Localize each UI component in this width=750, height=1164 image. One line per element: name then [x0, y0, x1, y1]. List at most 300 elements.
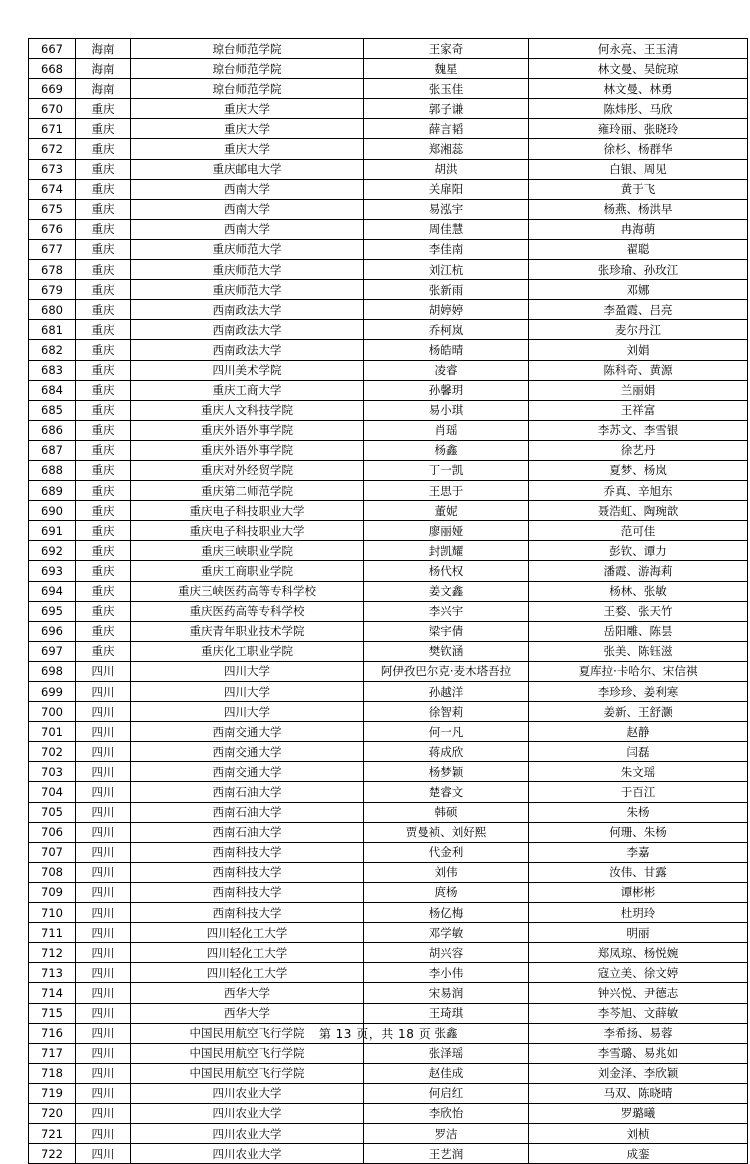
cell-student-name: 张新雨	[364, 280, 529, 300]
cell-advisors: 李嘉	[529, 842, 748, 862]
cell-province: 重庆	[76, 621, 131, 641]
cell-serial-number: 710	[29, 903, 76, 923]
cell-serial-number: 704	[29, 782, 76, 802]
table-row	[29, 300, 748, 320]
table-row	[29, 762, 748, 782]
cell-advisors: 陈炜彤、马欣	[529, 99, 748, 119]
cell-school: 四川大学	[131, 682, 364, 702]
table-row	[29, 1103, 748, 1123]
cell-school: 重庆外语外事学院	[131, 420, 364, 440]
cell-province: 四川	[76, 882, 131, 902]
cell-province: 四川	[76, 983, 131, 1003]
table-row	[29, 460, 748, 480]
cell-advisors: 何珊、朱杨	[529, 822, 748, 842]
cell-school: 西华大学	[131, 983, 364, 1003]
cell-student-name: 何一凡	[364, 722, 529, 742]
cell-province: 重庆	[76, 179, 131, 199]
table-row	[29, 119, 748, 139]
cell-serial-number: 691	[29, 521, 76, 541]
cell-student-name: 韩硕	[364, 802, 529, 822]
cell-serial-number: 699	[29, 682, 76, 702]
cell-serial-number: 687	[29, 440, 76, 460]
cell-school: 重庆外语外事学院	[131, 440, 364, 460]
cell-serial-number: 720	[29, 1103, 76, 1123]
cell-school: 重庆青年职业技术学院	[131, 621, 364, 641]
cell-school: 重庆医药高等专科学校	[131, 601, 364, 621]
cell-school: 琼台师范学院	[131, 79, 364, 99]
cell-serial-number: 673	[29, 159, 76, 179]
table-row	[29, 802, 748, 822]
table-row	[29, 742, 748, 762]
cell-province: 四川	[76, 802, 131, 822]
cell-province: 重庆	[76, 320, 131, 340]
cell-province: 四川	[76, 782, 131, 802]
table-row	[29, 963, 748, 983]
cell-advisors: 麦尔丹江	[529, 320, 748, 340]
cell-serial-number: 686	[29, 420, 76, 440]
cell-student-name: 李兴宇	[364, 601, 529, 621]
table-row	[29, 782, 748, 802]
cell-school: 西南科技大学	[131, 903, 364, 923]
cell-student-name: 刘伟	[364, 862, 529, 882]
table-row	[29, 882, 748, 902]
cell-serial-number: 668	[29, 59, 76, 79]
cell-student-name: 蒋成欣	[364, 742, 529, 762]
table-row	[29, 862, 748, 882]
cell-serial-number: 714	[29, 983, 76, 1003]
cell-school: 西南石油大学	[131, 782, 364, 802]
cell-province: 重庆	[76, 139, 131, 159]
cell-serial-number: 667	[29, 39, 76, 59]
table-row	[29, 822, 748, 842]
cell-serial-number: 717	[29, 1043, 76, 1063]
cell-province: 四川	[76, 762, 131, 782]
cell-student-name: 李小伟	[364, 963, 529, 983]
cell-advisors: 徐杉、杨群华	[529, 139, 748, 159]
cell-school: 西南科技大学	[131, 882, 364, 902]
table-row	[29, 59, 748, 79]
table-row	[29, 1144, 748, 1164]
cell-serial-number: 684	[29, 380, 76, 400]
cell-school: 四川大学	[131, 661, 364, 681]
cell-province: 四川	[76, 1023, 131, 1043]
cell-advisors: 翟聪	[529, 239, 748, 259]
cell-serial-number: 678	[29, 260, 76, 280]
cell-serial-number: 690	[29, 501, 76, 521]
cell-student-name: 王家奇	[364, 39, 529, 59]
table-row	[29, 501, 748, 521]
cell-advisors: 岳阳雕、陈昙	[529, 621, 748, 641]
cell-serial-number: 706	[29, 822, 76, 842]
cell-advisors: 李芩旭、文薛敏	[529, 1003, 748, 1023]
cell-province: 重庆	[76, 481, 131, 501]
cell-serial-number: 695	[29, 601, 76, 621]
cell-advisors: 钟兴悦、尹德志	[529, 983, 748, 1003]
page-footer	[0, 1025, 750, 1042]
cell-school: 重庆工商大学	[131, 380, 364, 400]
cell-school: 重庆第二师范学院	[131, 481, 364, 501]
cell-student-name: 代金利	[364, 842, 529, 862]
cell-advisors: 李苏文、李雪银	[529, 420, 748, 440]
cell-advisors: 李希扬、易蓉	[529, 1023, 748, 1043]
cell-province: 重庆	[76, 99, 131, 119]
table-row	[29, 400, 748, 420]
cell-serial-number: 683	[29, 360, 76, 380]
cell-student-name: 宋易润	[364, 983, 529, 1003]
cell-province: 四川	[76, 1043, 131, 1063]
table-row	[29, 1003, 748, 1023]
cell-province: 重庆	[76, 199, 131, 219]
cell-advisors: 聂浩虹、陶琬歆	[529, 501, 748, 521]
cell-serial-number: 707	[29, 842, 76, 862]
cell-province: 重庆	[76, 239, 131, 259]
cell-advisors: 郑凤琼、杨悦婉	[529, 943, 748, 963]
cell-province: 重庆	[76, 360, 131, 380]
cell-serial-number: 711	[29, 923, 76, 943]
cell-student-name: 杨代权	[364, 561, 529, 581]
cell-advisors: 夏梦、杨岚	[529, 460, 748, 480]
cell-advisors: 杨林、张敏	[529, 581, 748, 601]
table-row	[29, 280, 748, 300]
table-row	[29, 260, 748, 280]
cell-student-name: 胡洪	[364, 159, 529, 179]
cell-advisors: 李珍珍、姜利寒	[529, 682, 748, 702]
cell-serial-number: 702	[29, 742, 76, 762]
cell-serial-number: 712	[29, 943, 76, 963]
cell-province: 重庆	[76, 501, 131, 521]
cell-advisors: 邓娜	[529, 280, 748, 300]
cell-advisors: 李盈霞、吕亮	[529, 300, 748, 320]
cell-school: 西南政法大学	[131, 340, 364, 360]
table-row	[29, 39, 748, 59]
cell-advisors: 潘霞、游海莉	[529, 561, 748, 581]
cell-student-name: 罗洁	[364, 1124, 529, 1144]
cell-serial-number: 675	[29, 199, 76, 219]
cell-advisors: 罗璐曦	[529, 1103, 748, 1123]
cell-student-name: 封凯耀	[364, 541, 529, 561]
table-row	[29, 99, 748, 119]
cell-serial-number: 713	[29, 963, 76, 983]
cell-province: 重庆	[76, 581, 131, 601]
cell-serial-number: 696	[29, 621, 76, 641]
cell-student-name: 丁一凯	[364, 460, 529, 480]
cell-student-name: 刘江杭	[364, 260, 529, 280]
cell-school: 重庆师范大学	[131, 239, 364, 259]
table-row	[29, 340, 748, 360]
cell-student-name: 何启红	[364, 1083, 529, 1103]
cell-province: 重庆	[76, 420, 131, 440]
cell-province: 重庆	[76, 260, 131, 280]
cell-school: 西南交通大学	[131, 722, 364, 742]
cell-school: 四川农业大学	[131, 1103, 364, 1123]
cell-student-name: 庹杨	[364, 882, 529, 902]
table-row	[29, 722, 748, 742]
cell-student-name: 王思于	[364, 481, 529, 501]
cell-province: 四川	[76, 842, 131, 862]
cell-province: 重庆	[76, 219, 131, 239]
cell-student-name: 易小琪	[364, 400, 529, 420]
cell-advisors: 于百江	[529, 782, 748, 802]
cell-advisors: 张珍瑜、孙玫江	[529, 260, 748, 280]
cell-student-name: 张玉佳	[364, 79, 529, 99]
cell-school: 重庆三峡医药高等专科学校	[131, 581, 364, 601]
cell-province: 重庆	[76, 119, 131, 139]
cell-serial-number: 680	[29, 300, 76, 320]
cell-student-name: 张鑫	[364, 1023, 529, 1043]
cell-student-name: 梁宇倩	[364, 621, 529, 641]
cell-student-name: 杨梦颖	[364, 762, 529, 782]
cell-school: 西南石油大学	[131, 802, 364, 822]
cell-advisors: 明丽	[529, 923, 748, 943]
cell-student-name: 廖丽娅	[364, 521, 529, 541]
cell-province: 四川	[76, 722, 131, 742]
cell-province: 四川	[76, 923, 131, 943]
cell-school: 四川大学	[131, 702, 364, 722]
cell-school: 重庆师范大学	[131, 280, 364, 300]
cell-advisors: 李雪璐、易兆如	[529, 1043, 748, 1063]
table-row	[29, 621, 748, 641]
cell-student-name: 孙馨玥	[364, 380, 529, 400]
cell-school: 西南政法大学	[131, 320, 364, 340]
cell-province: 四川	[76, 702, 131, 722]
table-row	[29, 601, 748, 621]
cell-province: 重庆	[76, 440, 131, 460]
cell-school: 西南大学	[131, 219, 364, 239]
cell-serial-number: 697	[29, 641, 76, 661]
cell-province: 重庆	[76, 280, 131, 300]
cell-serial-number: 676	[29, 219, 76, 239]
cell-school: 中国民用航空飞行学院	[131, 1023, 364, 1043]
cell-school: 重庆电子科技职业大学	[131, 501, 364, 521]
table-row	[29, 179, 748, 199]
cell-student-name: 贾曼祯、刘好熙	[364, 822, 529, 842]
cell-advisors: 黄于飞	[529, 179, 748, 199]
table-row	[29, 239, 748, 259]
cell-advisors: 徐艺丹	[529, 440, 748, 460]
cell-student-name: 易泓宇	[364, 199, 529, 219]
roster-table	[28, 38, 748, 1164]
cell-serial-number: 671	[29, 119, 76, 139]
cell-province: 四川	[76, 1124, 131, 1144]
cell-province: 重庆	[76, 340, 131, 360]
table-row	[29, 79, 748, 99]
cell-advisors: 何永亮、王玉清	[529, 39, 748, 59]
cell-school: 四川美术学院	[131, 360, 364, 380]
cell-serial-number: 708	[29, 862, 76, 882]
cell-serial-number: 719	[29, 1083, 76, 1103]
cell-student-name: 楚睿文	[364, 782, 529, 802]
cell-serial-number: 698	[29, 661, 76, 681]
table-row	[29, 943, 748, 963]
cell-advisors: 兰丽娟	[529, 380, 748, 400]
table-row	[29, 903, 748, 923]
cell-province: 四川	[76, 661, 131, 681]
cell-serial-number: 718	[29, 1063, 76, 1083]
roster-table-body	[29, 39, 748, 1164]
cell-school: 西华大学	[131, 1003, 364, 1023]
cell-student-name: 张泽瑶	[364, 1043, 529, 1063]
cell-school: 四川轻化工大学	[131, 943, 364, 963]
cell-student-name: 乔柯岚	[364, 320, 529, 340]
cell-province: 重庆	[76, 541, 131, 561]
cell-student-name: 徐智莉	[364, 702, 529, 722]
cell-advisors: 雍玲丽、张晓玲	[529, 119, 748, 139]
cell-school: 重庆工商职业学院	[131, 561, 364, 581]
cell-student-name: 姜文鑫	[364, 581, 529, 601]
cell-province: 海南	[76, 59, 131, 79]
cell-province: 重庆	[76, 400, 131, 420]
table-row	[29, 541, 748, 561]
table-row	[29, 1124, 748, 1144]
cell-advisors: 杨燕、杨洪早	[529, 199, 748, 219]
cell-serial-number: 694	[29, 581, 76, 601]
cell-school: 重庆化工职业学院	[131, 641, 364, 661]
cell-student-name: 董妮	[364, 501, 529, 521]
cell-advisors: 林文曼、林勇	[529, 79, 748, 99]
cell-serial-number: 685	[29, 400, 76, 420]
cell-advisors: 范可佳	[529, 521, 748, 541]
cell-advisors: 张美、陈钰滋	[529, 641, 748, 661]
cell-school: 西南大学	[131, 199, 364, 219]
table-row	[29, 420, 748, 440]
cell-student-name: 孙越洋	[364, 682, 529, 702]
table-row	[29, 199, 748, 219]
cell-school: 四川轻化工大学	[131, 963, 364, 983]
cell-school: 重庆邮电大学	[131, 159, 364, 179]
cell-school: 西南政法大学	[131, 300, 364, 320]
cell-school: 中国民用航空飞行学院	[131, 1063, 364, 1083]
cell-advisors: 刘娟	[529, 340, 748, 360]
cell-advisors: 朱杨	[529, 802, 748, 822]
cell-student-name: 肖瑶	[364, 420, 529, 440]
cell-advisors: 陈科奇、黄源	[529, 360, 748, 380]
cell-province: 四川	[76, 943, 131, 963]
cell-school: 重庆对外经贸学院	[131, 460, 364, 480]
cell-student-name: 周佳慧	[364, 219, 529, 239]
cell-serial-number: 689	[29, 481, 76, 501]
cell-province: 重庆	[76, 521, 131, 541]
cell-province: 四川	[76, 1144, 131, 1164]
cell-province: 四川	[76, 963, 131, 983]
table-row	[29, 159, 748, 179]
table-row	[29, 521, 748, 541]
cell-school: 四川农业大学	[131, 1124, 364, 1144]
cell-school: 西南科技大学	[131, 862, 364, 882]
cell-student-name: 李佳南	[364, 239, 529, 259]
table-row	[29, 561, 748, 581]
table-row	[29, 481, 748, 501]
cell-advisors: 朱文瑶	[529, 762, 748, 782]
cell-serial-number: 677	[29, 239, 76, 259]
cell-student-name: 郑湘蕊	[364, 139, 529, 159]
cell-advisors: 彭钦、谭力	[529, 541, 748, 561]
cell-province: 四川	[76, 1063, 131, 1083]
cell-serial-number: 674	[29, 179, 76, 199]
table-row	[29, 641, 748, 661]
cell-student-name: 杨鑫	[364, 440, 529, 460]
cell-school: 重庆师范大学	[131, 260, 364, 280]
cell-serial-number: 679	[29, 280, 76, 300]
cell-advisors: 闫磊	[529, 742, 748, 762]
cell-student-name: 胡兴容	[364, 943, 529, 963]
cell-province: 重庆	[76, 300, 131, 320]
cell-advisors: 王婺、张天竹	[529, 601, 748, 621]
cell-school: 重庆三峡职业学院	[131, 541, 364, 561]
cell-serial-number: 670	[29, 99, 76, 119]
cell-serial-number: 693	[29, 561, 76, 581]
cell-advisors: 寇立美、徐文婷	[529, 963, 748, 983]
cell-province: 四川	[76, 903, 131, 923]
cell-student-name: 杨皓晴	[364, 340, 529, 360]
cell-advisors: 杜玥玲	[529, 903, 748, 923]
cell-advisors: 成銮	[529, 1144, 748, 1164]
cell-school: 琼台师范学院	[131, 59, 364, 79]
cell-province: 四川	[76, 822, 131, 842]
cell-student-name: 魏星	[364, 59, 529, 79]
table-row	[29, 320, 748, 340]
cell-province: 四川	[76, 682, 131, 702]
cell-serial-number: 709	[29, 882, 76, 902]
cell-school: 西南大学	[131, 179, 364, 199]
cell-school: 西南交通大学	[131, 762, 364, 782]
cell-province: 四川	[76, 742, 131, 762]
cell-province: 海南	[76, 39, 131, 59]
cell-province: 四川	[76, 1083, 131, 1103]
cell-student-name: 胡婷婷	[364, 300, 529, 320]
cell-advisors: 夏库拉·卡哈尔、宋信祺	[529, 661, 748, 681]
table-row	[29, 702, 748, 722]
cell-advisors: 乔真、辛旭东	[529, 481, 748, 501]
cell-school: 四川农业大学	[131, 1083, 364, 1103]
cell-advisors: 马双、陈晓晴	[529, 1083, 748, 1103]
cell-serial-number: 700	[29, 702, 76, 722]
cell-serial-number: 692	[29, 541, 76, 561]
table-row	[29, 380, 748, 400]
cell-student-name: 郭子谦	[364, 99, 529, 119]
cell-province: 重庆	[76, 460, 131, 480]
cell-advisors: 姜新、王舒灏	[529, 702, 748, 722]
cell-school: 四川轻化工大学	[131, 923, 364, 943]
cell-school: 重庆大学	[131, 119, 364, 139]
cell-province: 重庆	[76, 601, 131, 621]
cell-province: 重庆	[76, 159, 131, 179]
cell-school: 中国民用航空飞行学院	[131, 1043, 364, 1063]
table-row	[29, 1043, 748, 1063]
cell-serial-number: 716	[29, 1023, 76, 1043]
cell-student-name: 王琦琪	[364, 1003, 529, 1023]
cell-student-name: 赵佳成	[364, 1063, 529, 1083]
cell-student-name: 王艺润	[364, 1144, 529, 1164]
cell-province: 四川	[76, 862, 131, 882]
cell-school: 西南科技大学	[131, 842, 364, 862]
cell-province: 海南	[76, 79, 131, 99]
cell-school: 重庆大学	[131, 99, 364, 119]
cell-advisors: 赵静	[529, 722, 748, 742]
cell-school: 重庆人文科技学院	[131, 400, 364, 420]
cell-advisors: 汝伟、甘露	[529, 862, 748, 882]
table-row	[29, 360, 748, 380]
cell-student-name: 樊钦涵	[364, 641, 529, 661]
cell-serial-number: 672	[29, 139, 76, 159]
table-row	[29, 842, 748, 862]
cell-school: 西南交通大学	[131, 742, 364, 762]
cell-school: 西南石油大学	[131, 822, 364, 842]
table-row	[29, 219, 748, 239]
table-row	[29, 1083, 748, 1103]
cell-province: 重庆	[76, 561, 131, 581]
cell-serial-number: 721	[29, 1124, 76, 1144]
cell-serial-number: 701	[29, 722, 76, 742]
